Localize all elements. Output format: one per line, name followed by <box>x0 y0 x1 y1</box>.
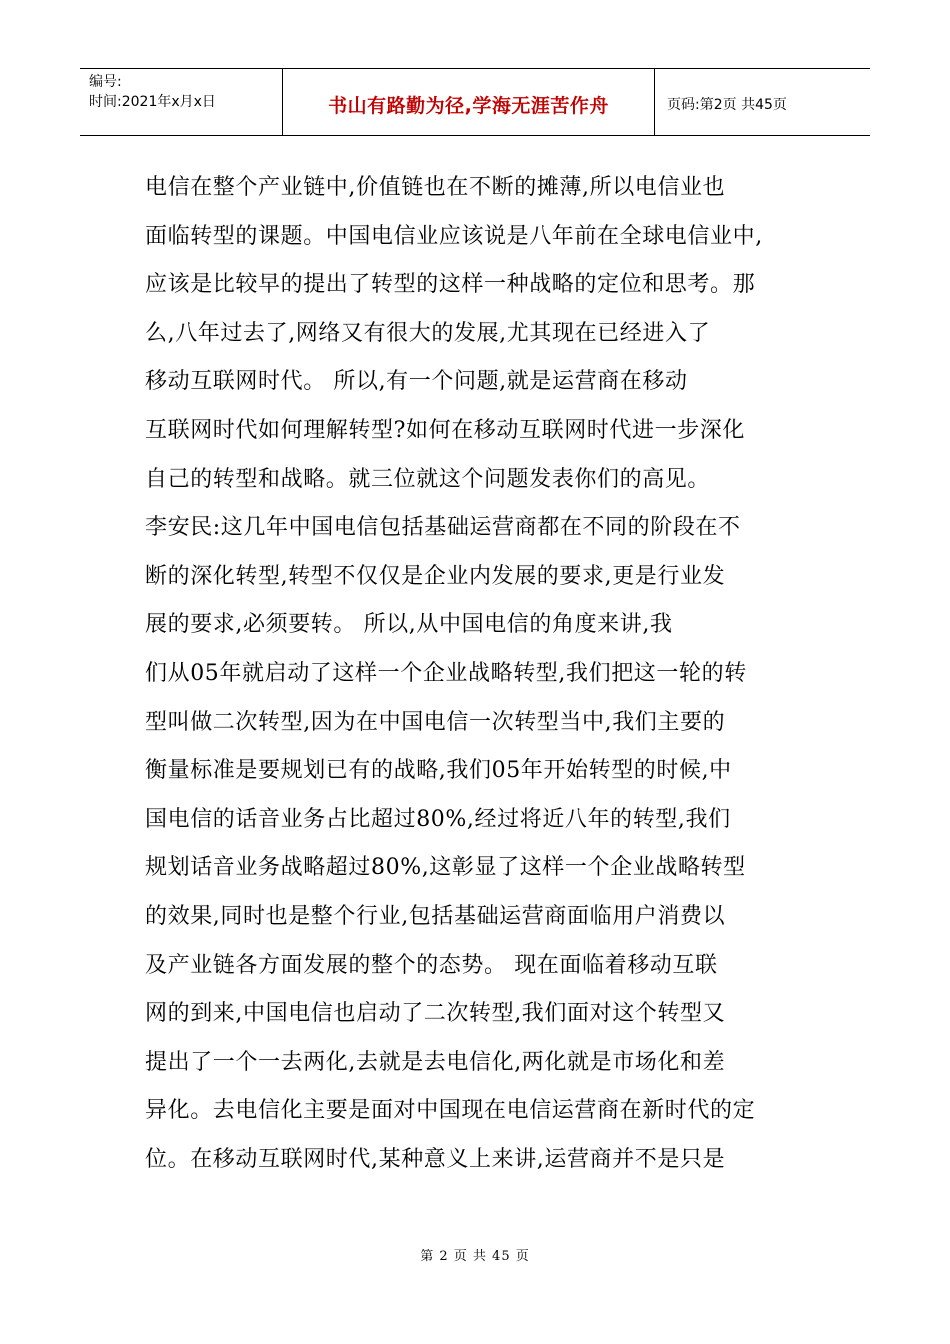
text-line: 位。在移动互联网时代,某种意义上来讲,运营商并不是只是 <box>145 1146 726 1172</box>
text-line: 电信在整个产业链中,价值链也在不断的摊薄,所以电信业也 <box>145 175 726 200</box>
text-line: 移动互联网时代。 所以,有一个问题,就是运营商在移动 <box>145 369 688 395</box>
footer-page-number: 第 2 页 共 45 页 <box>420 1249 530 1264</box>
text-line: 型叫做二次转型,因为在中国电信一次转型当中,我们主要的 <box>145 709 726 735</box>
text-line: 自己的转型和战略。就三位就这个问题发表你们的高见。 <box>145 466 711 492</box>
page-header <box>80 68 870 136</box>
text-line: 及产业链各方面发展的整个的态势。 现在面临着移动互联 <box>145 952 718 978</box>
document-body <box>145 164 805 1184</box>
page-info: 页码:第2页 共45页 <box>667 97 787 113</box>
page-footer <box>0 1245 950 1264</box>
text-line: 面临转型的课题。中国电信业应该说是八年前在全球电信业中, <box>145 223 763 249</box>
text-line: 国电信的话音业务占比超过80%,经过将近八年的转型,我们 <box>145 806 731 832</box>
header-motto-cell <box>283 69 655 135</box>
text-line: 网的到来,中国电信也启动了二次转型,我们面对这个转型又 <box>145 1001 726 1027</box>
text-line: 应该是比较早的提出了转型的这样一种战略的定位和思考。那 <box>145 272 756 298</box>
header-meta-cell <box>80 69 283 135</box>
text-line: 们从05年就启动了这样一个企业战略转型,我们把这一轮的转 <box>145 660 747 686</box>
text-line: 李安民:这几年中国电信包括基础运营商都在不同的阶段在不 <box>145 515 741 541</box>
header-page-cell <box>655 69 870 135</box>
text-line: 展的要求,必须要转。 所以,从中国电信的角度来讲,我 <box>145 612 673 638</box>
text-line: 提出了一个一去两化,去就是去电信化,两化就是市场化和差 <box>145 1049 726 1075</box>
text-line: 的效果,同时也是整个行业,包括基础运营商面临用户消费以 <box>145 903 726 929</box>
date-label: 时间:2021年x月x日 <box>89 94 216 110</box>
text-line: 异化。去电信化主要是面对中国现在电信运营商在新时代的定 <box>145 1098 756 1124</box>
text-line: 断的深化转型,转型不仅仅是企业内发展的要求,更是行业发 <box>145 563 726 589</box>
text-line: 互联网时代如何理解转型?如何在移动互联网时代进一步深化 <box>145 417 745 443</box>
text-line: 衡量标准是要规划已有的战略,我们05年开始转型的时候,中 <box>145 758 732 784</box>
motto-text: 书山有路勤为径,学海无涯苦作舟 <box>328 94 609 117</box>
text-line: 么,八年过去了,网络又有很大的发展,尤其现在已经进入了 <box>145 320 711 346</box>
serial-number-label: 编号: <box>89 74 122 90</box>
text-line: 规划话音业务战略超过80%,这彰显了这样一个企业战略转型 <box>145 855 746 881</box>
